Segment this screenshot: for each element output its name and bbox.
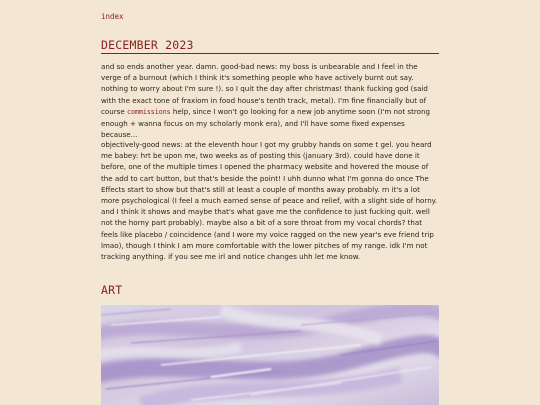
index-link[interactable]: index: [101, 12, 124, 21]
artwork-painting: [101, 305, 439, 405]
paragraph-text: help, since I won't go looking for a new job anytime soon (I'm not strong enough + wanna focus on my scholarly monk era), and I'll have some fixed expenses because...: [101, 106, 430, 140]
section-heading-art: ART: [101, 283, 123, 297]
commissions-link[interactable]: commissions: [126, 107, 171, 116]
entry-paragraph: objectively-good news: at the eleventh hour I got my grubby hands on some t gel. you heard me babey: hrt be upon me, two weeks as of posting this (january 3rd). could have done it before, one of the multiple times I opened the pharmacy website and hovered the mouse of the add to cart button, but that's beside the point! I uhh dunno what I'm gonna do once The Effects start to show but that's still at least a couple of months away probably. rn it's a lot more psychological (I feel a much earned sense of peace and relief, with a slight side of horny. and I think it shows and maybe that's what gave me the confidence to just fucking quit. well not the horny part probably). maybe also a bit of a sore throat from my vocal chords? that feels like placebo / coincidence (and I wore my voice ragged on the new year's eve friend trip lmao), though I think I am more comfortable with the lower pitches of my range. idk I'm not tracking anything. if you see me irl and notice changes uhh let me know.: [101, 140, 438, 262]
heading-divider: [101, 53, 439, 54]
artwork-image: [101, 305, 439, 405]
paragraph-text: and so ends another year. damn. good-bad news: my boss is unbearable and I feel in the verge of a burnout (which I think it's something people who have actively burnt out say. nothing to worry about I'm sure !). so I quit the day after christmas! thank fucking god (said with the exact tone of fraxiom in food house's tenth track, metal). I'm fine financially but of course: [101, 62, 428, 116]
entry-paragraph: [101, 61, 439, 140]
section-heading-december: DECEMBER 2023: [101, 38, 194, 52]
